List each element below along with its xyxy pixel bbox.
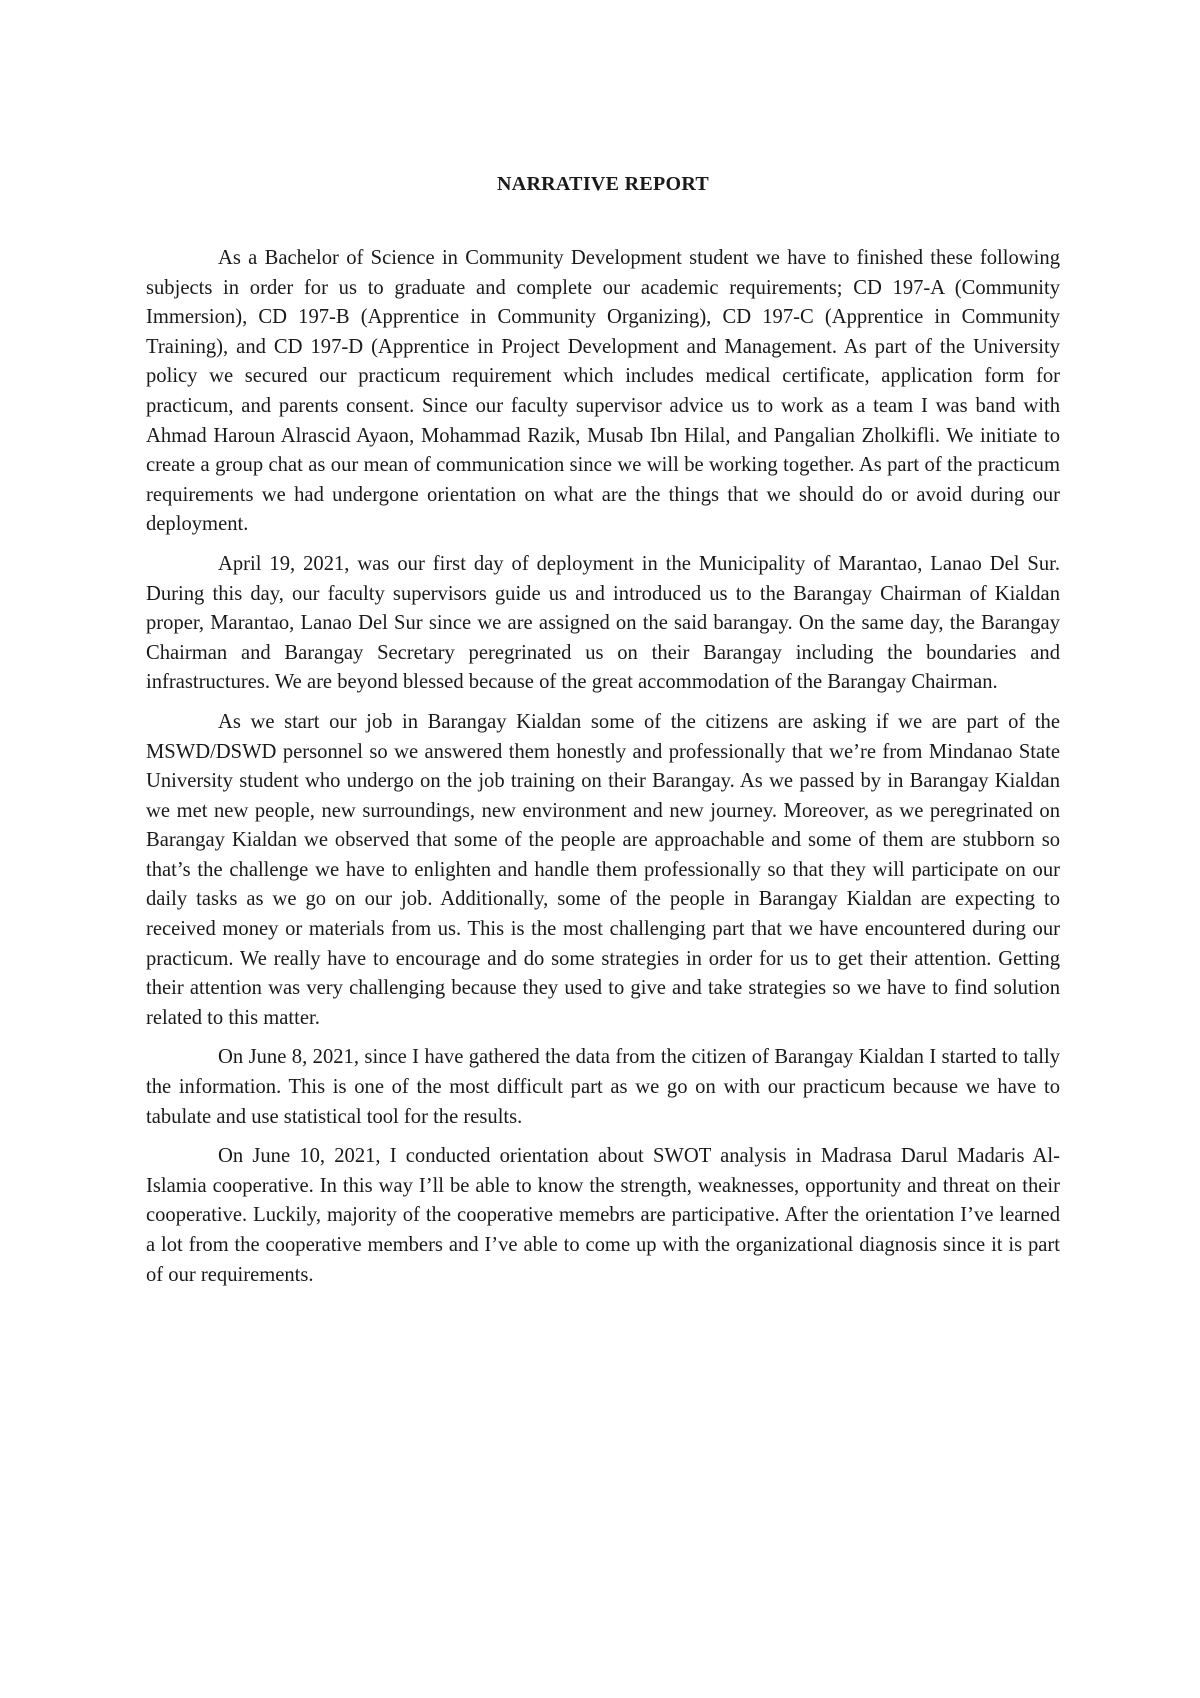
paragraph-barangay-experience: As we start our job in Barangay Kialdan some of the citizens are asking if we are part of the MSWD/DSWD personnel so we answered them honestly and professionally that we’re from Mindanao State University student who undergo on the job training on their Barangay. As we passed by in Barangay Kialdan we met new people, new surroundings, new environment and new journey. Moreover, as we peregrinated on Barangay Kialdan we observed that some of the people are approachable and some of them are stubborn so that’s the challenge we have to enlighten and handle them professionally so that they will participate on our daily tasks as we go on our job. Additionally, some of the people in Barangay Kialdan are expecting to received money or materials from us. This is the most challenging part that we have encountered during our practicum. We really have to encourage and do some strategies in order for us to get their attention. Getting their attention was very challenging because they used to give and take strategies so we have to find solution related to this matter.: [146, 710, 1060, 1029]
document-body: [146, 170, 1060, 1300]
paragraph-first-deployment: April 19, 2021, was our first day of deployment in the Municipality of Marantao, Lanao Del Sur. During this day, our faculty supervisors guide us and introduced us to the Barangay Chairman of Kialdan proper, Marantao, Lanao Del Sur since we are assigned on the said barangay. On the same day, the Barangay Chairman and Barangay Secretary peregrinated us on their Barangay including the boundaries and infrastructures. We are beyond blessed because of the great accommodation of the Barangay Chairman.: [146, 552, 1060, 694]
page-title: NARRATIVE REPORT: [496, 173, 710, 195]
paragraph-data-tally: On June 8, 2021, since I have gathered the data from the citizen of Barangay Kialdan I started to tally the information. This is one of the most difficult part as we go on with our practicum because we have to tabulate and use statistical tool for the results.: [146, 1046, 1060, 1128]
paragraph-swot-orientation: On June 10, 2021, I conducted orientation about SWOT analysis in Madrasa Darul Madaris Al-Islamia cooperative. In this way I’ll be able to know the strength, weaknesses, opportunity and threat on their cooperative. Luckily, majority of the cooperative memebrs are participative. After the orientation I’ve learned a lot from the cooperative members and I’ve able to come up with the organizational diagnosis since it is part of our requirements.: [146, 1145, 1060, 1286]
paragraph-intro: As a Bachelor of Science in Community Development student we have to finished these following subjects in order for us to graduate and complete our academic requirements; CD 197-A (Community Immersion), CD 197-B (Apprentice in Community Organizing), CD 197-C (Apprentice in Community Training), and CD 197-D (Apprentice in Project Development and Management. As part of the University policy we secured our practicum requirement which includes medical certificate, application form for practicum, and parents consent. Since our faculty supervisor advice us to work as a team I was band with Ahmad Haroun Alrascid Ayaon, Mohammad Razik, Musab Ibn Hilal, and Pangalian Zholkifli. We initiate to create a group chat as our mean of communication since we will be working together. As part of the practicum requirements we had undergone orientation on what are the things that we should do or avoid during our deployment.: [146, 247, 1060, 536]
